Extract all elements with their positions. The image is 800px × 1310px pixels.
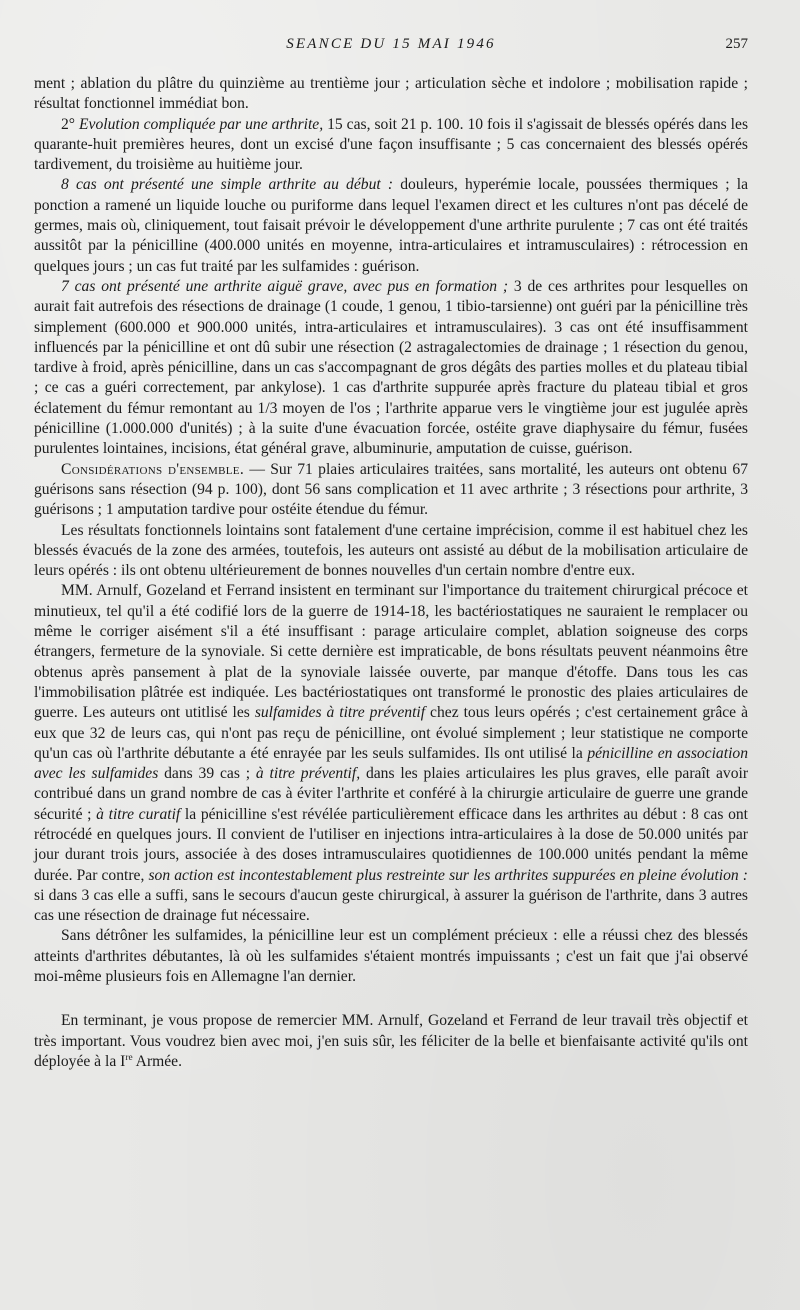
italic-text: pénicilline en association avec les sulfamides bbox=[34, 744, 748, 783]
paragraph bbox=[34, 115, 748, 176]
text-run: chez tous leurs opérés ; c'est certainement grâce à eux que 32 de leurs cas, qui n'ont pas reçu de pénicilline, ont évolué simplement ; leur statistique ne comporte qu'un cas où l'arthrite débutante a été enrayée par les seuls sulfamides. Ils ont utilisé la bbox=[34, 704, 748, 762]
paragraph bbox=[34, 175, 748, 276]
text-run: Sans détrôner les sulfamides, la pénicilline leur est un complément précieux : elle a réussi chez des blessés atteints d'arthrites débutantes, là où les sulfamides s'étaient montrés impuissants ; c'est un fait que j'ai observé moi-même plusieurs fois en Allemagne l'an dernier. bbox=[34, 927, 748, 986]
text-run: Armée. bbox=[132, 1052, 183, 1070]
italic-text: Evolution compliquée par une arthrite, bbox=[79, 115, 324, 133]
text-run: dans les plaies articulaires les plus graves, elle paraît avoir contribué dans un grand nombre de cas à éviter l'arthrite et conféré à la chirurgie articulaire de guerre une grande sécurité ; bbox=[34, 765, 749, 823]
text-run: 3 de ces arthrites pour lesquelles on aurait fait autrefois des résections de drainage (1 coude, 1 genou, 1 tibio-tarsienne) ont guéri par la pénicilline très simplement (600.000 et 900.000 unités, intra-articulaires et intramusculaires). 3 cas ont été insuffisamment influencés par la pénicilline et ont dû subir une résection (2 astragalectomies de drainage ; 1 résection du genou, tardive à froid, après pénicilline, dans un cas s'accompagnant de gros dégâts des parties molles et du plateau tibial ; ce cas a guéri correctement, par ankylose). 1 cas d'arthrite suppurée après fracture du plateau tibial et gros éclatement du fémur remontant au 1/3 moyen de l'os ; l'arthrite apparue vers le vingtième jour est jugulée après pénicilline (1.000.000 d'unités) ; à la suite d'une évacuation forcée, ostéite grave diaphysaire du fémur, fusées purulentes lointaines, incisions, état général grave, albuminurie, amputation de cuisse, guérison. bbox=[34, 277, 748, 458]
text-run: douleurs, hyperémie locale, poussées thermiques ; la ponction a ramené un liquide louche ou puriforme dans lequel l'examen direct et les cultures n'ont pas décelé de germes, mais où, cliniquement, tout faisait prévoir le développement d'une arthrite purulente ; 7 cas ont été traités aussitôt par la pénicilline (400.000 unités en moyenne, intra-articulaires et intramusculaires) : rétrocession en quelques jours ; un cas fut traité par les sulfamides : guérison. bbox=[34, 176, 749, 275]
text-run: MM. Arnulf, Gozeland et Ferrand insistent en terminant sur l'importance du traitement chirurgical précoce et minutieux, tel qu'il a été codifié lors de la guerre de 1914-18, les bactériostatiques ne sauraient le remplacer ou même le corriger aisément s'il a été insuffisant : parage articulaire complet, ablation soigneuse des corps étrangers, fermeture de la synoviale. Si cette dernière est impraticable, de bons résultats peuvent néanmoins être obtenus après pansement à plat de la synoviale laissée ouverte, par manque d'étoffe. Dans tous les cas l'immobilisation plâtrée est indiquée. Les bactériostatiques ont transformé le pronostic des plaies articulaires de guerre. Les auteurs ont utitlisé les bbox=[34, 582, 748, 722]
running-title: SEANCE DU 15 MAI 1946 bbox=[286, 36, 496, 52]
page-header bbox=[34, 36, 748, 58]
paragraph bbox=[34, 277, 748, 460]
text-run: Les résultats fonctionnels lointains sont fatalement d'une certaine imprécision, comme il est habituel chez les blessés évacués de la zone des armées, toutefois, les auteurs ont assisté au début de la mobilisation articulaire de leurs opérés : ils ont obtenu ultérieurement de bonnes nouvelles d'un certain nombre d'entre eux. bbox=[34, 521, 748, 580]
section-heading: Considérations d'ensemble. bbox=[61, 460, 245, 478]
page-number: 257 bbox=[725, 36, 748, 52]
paragraph bbox=[34, 521, 748, 582]
article-body bbox=[34, 74, 748, 1072]
paragraph bbox=[34, 1011, 748, 1072]
text-run: — Sur 71 plaies articulaires traitées, sans mortalité, les auteurs ont obtenu 67 guérisons sans résection (94 p. 100), dont 56 sans complication et 11 avec arthrite ; 3 résections pour arthrite, 3 guérisons ; 1 amputation tardive pour ostéite étendue du fémur. bbox=[34, 460, 748, 519]
paragraph bbox=[34, 460, 748, 521]
text-run: ment ; ablation du plâtre du quinzième au trentième jour ; articulation sèche et indolore ; mobilisation rapide ; résultat fonctionnel immédiat bon. bbox=[34, 75, 748, 113]
text-run: 15 cas, soit 21 p. 100. 10 fois il s'agissait de blessés opérés dans les quarante-huit premières heures, dont un excisé d'une façon insuffisante ; 5 cas concernaient des blessés opérés tardivement, du troisième au huitième jour. bbox=[34, 115, 749, 174]
text-run: dans 39 cas ; bbox=[158, 765, 256, 783]
italic-text: à titre curatif bbox=[96, 805, 181, 823]
paragraph bbox=[34, 74, 748, 115]
italic-text: à titre préventif, bbox=[255, 765, 361, 783]
text-run: si dans 3 cas elle a suffi, sans le secours d'aucun geste chirurgical, à assurer la guérison de l'arthrite, dans 3 autres cas une résection de drainage fut nécessaire. bbox=[34, 886, 748, 925]
paragraph bbox=[34, 926, 748, 987]
italic-text: sulfamides à titre préventif bbox=[254, 704, 426, 722]
italic-text: 7 cas ont présenté une arthrite aiguë grave, avec pus en formation ; bbox=[61, 277, 509, 295]
paragraph bbox=[34, 581, 748, 926]
text-run: 2° bbox=[61, 115, 80, 133]
text-run: la pénicilline s'est révélée particulièrement efficace dans les arthrites au début : 8 cas ont rétrocédé en quelques jours. Il convient de l'utiliser en injections intra-articulaires à la dose de 50.000 unités par jour durant trois jours, associée à des doses intramusculaires quotidiennes de 100.000 unités pendant la même durée. Par contre, bbox=[34, 805, 748, 884]
superscript-text: re bbox=[125, 1052, 133, 1063]
italic-text: son action est incontestablement plus restreinte sur les arthrites suppurées en pleine évolution : bbox=[148, 866, 748, 884]
italic-text: 8 cas ont présenté une simple arthrite au début : bbox=[61, 176, 394, 194]
text-run: En terminant, je vous propose de remercier MM. Arnulf, Gozeland et Ferrand de leur travail très objectif et très important. Vous voudrez bien avec moi, j'en suis sûr, les féliciter de la belle et bienfaisante activité qu'ils ont déployée à la I bbox=[34, 1012, 748, 1070]
